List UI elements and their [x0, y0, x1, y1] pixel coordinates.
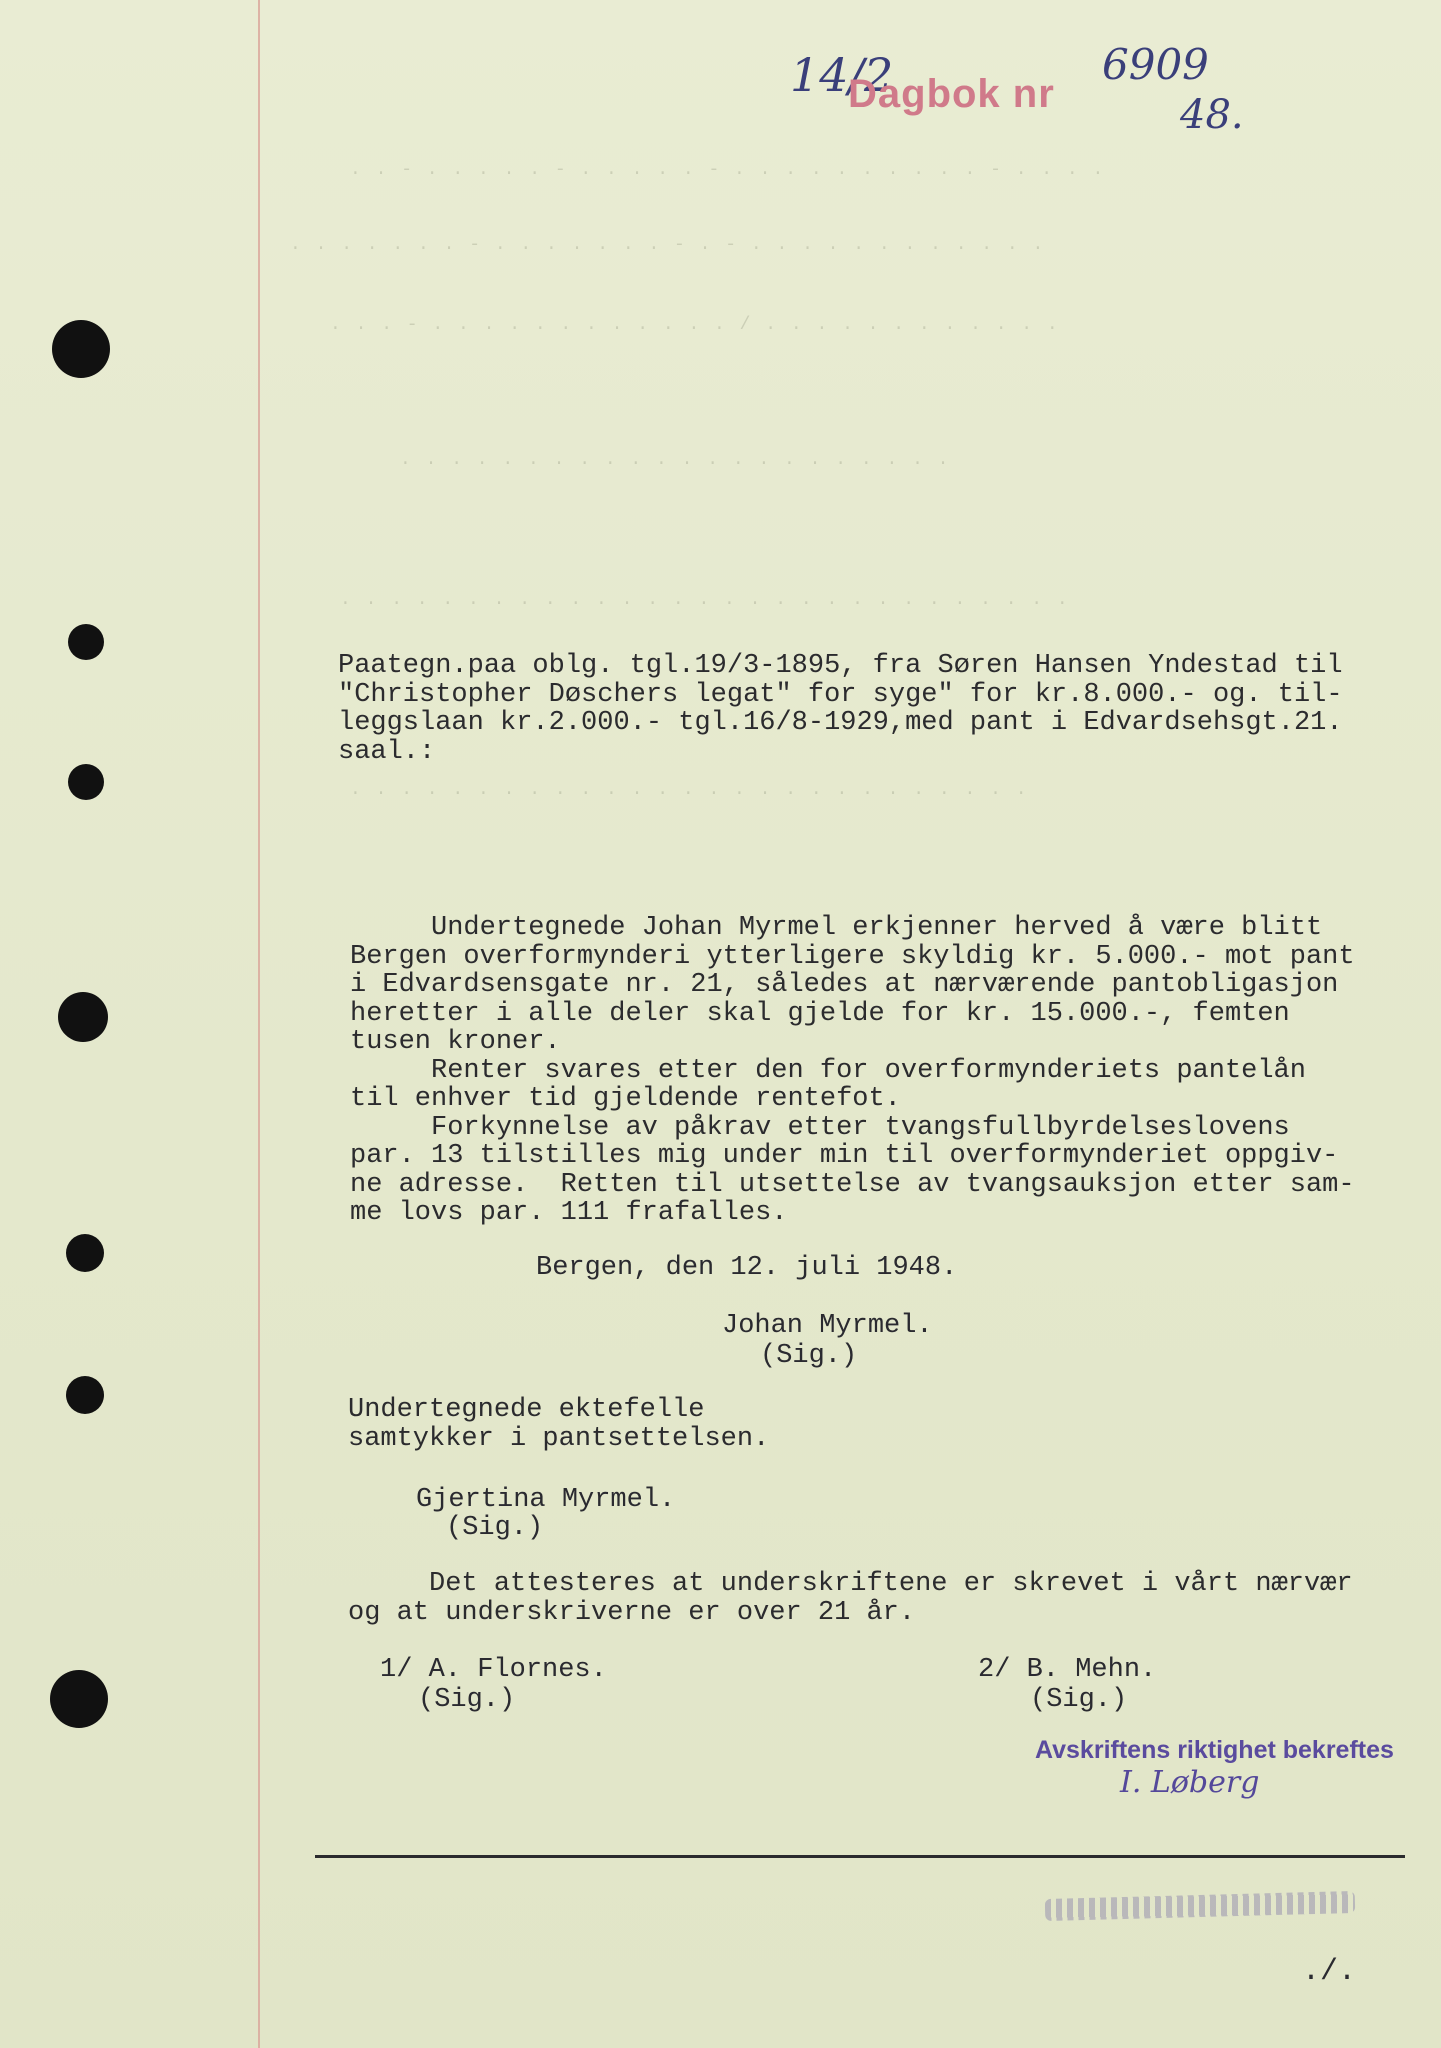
- journal-stamp: Dagbok nr: [848, 72, 1055, 116]
- binder-hole: [58, 992, 108, 1042]
- witness-2-sig: (Sig.): [1030, 1685, 1128, 1715]
- declaration-body: [350, 914, 1355, 1228]
- annotation-line: Paategn.paa oblg. tgl.19/3-1895, fra Søren Hansen Yndestad til: [338, 651, 1343, 681]
- spouse-name: Gjertina Myrmel.: [416, 1485, 676, 1515]
- bleed-through-text: . . . . . . . . . . . . . . . . . . . . . . . . . . . . .: [340, 590, 1070, 610]
- certification-stamp: Avskriftens riktighet bekreftes: [1035, 1736, 1394, 1764]
- binder-hole: [68, 764, 104, 800]
- body-line: Undertegnede Johan Myrmel erkjenner herved å være blitt: [350, 913, 1323, 943]
- journal-entry-number: 6909: [1102, 40, 1209, 89]
- consent-paragraph: [348, 1396, 769, 1453]
- clerk-signature: I. Løberg: [1120, 1765, 1260, 1800]
- attestation-line: Det attesteres at underskriftene er skrevet i vårt nærvær: [348, 1569, 1353, 1599]
- body-line: til enhver tid gjeldende rentefot.: [350, 1084, 901, 1114]
- body-line: Bergen overformynderi ytterligere skyldig kr. 5.000.- mot pant: [350, 941, 1355, 972]
- closing-rule: [315, 1855, 1405, 1858]
- consent-line: samtykker i pantsettelsen.: [348, 1423, 770, 1454]
- body-line: me lovs par. 111 frafalles.: [350, 1198, 788, 1228]
- bleed-through-text: . . - . . . . . - . . . . . - . . . . . . . . . . - . . . .: [350, 160, 1106, 180]
- spouse-sig: (Sig.): [446, 1513, 544, 1543]
- bleed-through-text: . . . . . . . - . . . . . . . - . - . . . . . . . . . . . .: [290, 235, 1046, 255]
- body-line: Renter svares etter den for overformynderiets pantelån: [350, 1055, 1306, 1086]
- binder-hole: [66, 1376, 104, 1414]
- witness-1-sig: (Sig.): [418, 1685, 516, 1715]
- bleed-through-text: . . . - . . . . . . . . . . . . / . . . . . . . . . . . .: [330, 315, 1060, 335]
- attestation-paragraph: [348, 1570, 1353, 1627]
- bleed-through-text: . . . . . . . . . . . . . . . . . . . . . .: [400, 450, 951, 470]
- annotation-paragraph: [338, 652, 1343, 766]
- signer-name: Johan Myrmel.: [722, 1311, 933, 1341]
- signer-sig: (Sig.): [760, 1341, 858, 1371]
- body-line: ne adresse. Retten til utsettelse av tvangsauksjon etter sam-: [350, 1169, 1355, 1200]
- witness-2-name: 2/ B. Mehn.: [978, 1655, 1157, 1685]
- binder-hole: [68, 624, 104, 660]
- body-line: i Edvardsensgate nr. 21, således at nærværende pantobligasjon: [350, 970, 1339, 1000]
- annotation-line: leggslaan kr.2.000.- tgl.16/8-1929,med pant i Edvardsehsgt.21.: [338, 708, 1343, 738]
- handwritten-date: 14/2: [790, 48, 894, 102]
- place-date: Bergen, den 12. juli 1948.: [536, 1253, 958, 1283]
- consent-line: Undertegnede ektefelle: [348, 1395, 705, 1425]
- annotation-line: saal.:: [338, 736, 436, 767]
- binder-hole: [50, 1670, 108, 1728]
- body-line: tusen kroner.: [350, 1027, 561, 1057]
- journal-year: 48.: [1180, 92, 1244, 138]
- binder-hole: [66, 1234, 104, 1272]
- body-line: heretter i alle deler skal gjelde for kr. 15.000.-, femten: [350, 998, 1290, 1029]
- body-line: Forkynnelse av påkrav etter tvangsfullbyrdelseslovens: [350, 1112, 1290, 1143]
- margin-rule: [258, 0, 260, 2048]
- body-line: par. 13 tilstilles mig under min til overformynderiet oppgiv-: [350, 1141, 1339, 1171]
- continuation-mark: ./.: [1302, 1955, 1357, 1989]
- witness-1-name: 1/ A. Flornes.: [380, 1655, 607, 1685]
- attestation-line: og at underskriverne er over 21 år.: [348, 1597, 916, 1628]
- ink-smudge: [1045, 1891, 1355, 1921]
- annotation-line: "Christopher Døschers legat" for syge" for kr.8.000.- og. til-: [338, 679, 1343, 710]
- binder-hole: [52, 320, 110, 378]
- bleed-through-text: . . . . . . . . . . . . . . . . . . . . . . . . . . .: [350, 780, 1029, 800]
- journal-header: [780, 40, 1300, 138]
